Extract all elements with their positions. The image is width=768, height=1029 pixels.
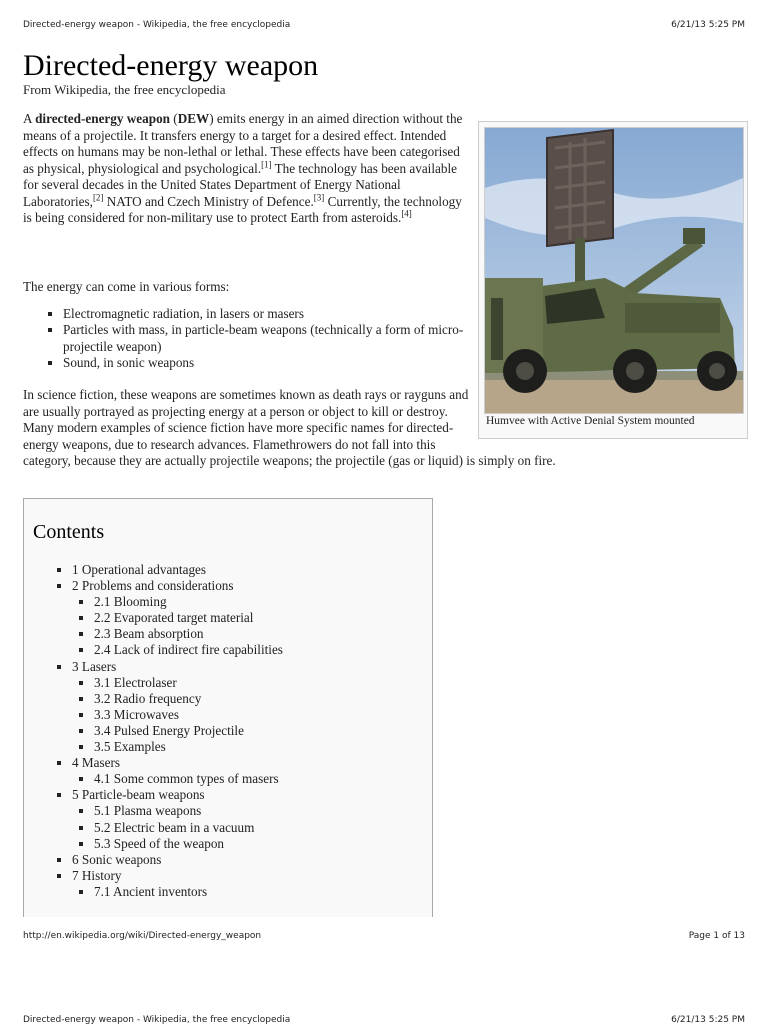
- toc-item[interactable]: [72, 578, 422, 658]
- list-item: ▪ Particles with mass, in particle-beam weapons (technically a form of micro-projectile weapon): [63, 322, 503, 355]
- toc-sublist: [72, 884, 422, 900]
- toc-item[interactable]: [72, 755, 422, 787]
- toc-subitem[interactable]: ▪ 2.1 Blooming: [94, 594, 422, 610]
- humvee-photo[interactable]: [484, 127, 744, 414]
- lead-paragraph: [23, 111, 463, 227]
- toc-link[interactable]: 2 Problems and considerations: [72, 578, 234, 594]
- toc-link[interactable]: 1 Operational advantages: [72, 562, 207, 577]
- ref-link[interactable]: [1]: [261, 159, 272, 170]
- toc-subitem[interactable]: ▪ 5.2 Electric beam in a vacuum: [94, 820, 422, 836]
- toc-subitem[interactable]: ▪ 3.4 Pulsed Energy Projectile: [94, 723, 422, 739]
- toc-subitem[interactable]: ▪ 3.1 Electrolaser: [94, 675, 422, 691]
- lead-abbr: DEW: [177, 111, 210, 126]
- toc-subitem[interactable]: ▪ 2.2 Evaporated target material: [94, 610, 422, 626]
- toc-subitem[interactable]: ▪ 5.3 Speed of the weapon: [94, 836, 422, 852]
- toc-subitem[interactable]: ▪ 4.1 Some common types of masers: [94, 771, 422, 787]
- toc-item[interactable]: [72, 659, 422, 756]
- toc-sublist: [72, 675, 422, 755]
- toc-subitem[interactable]: ▪ 5.1 Plasma weapons: [94, 803, 422, 819]
- print-footer: [23, 931, 745, 945]
- toc-subitem[interactable]: ▪ 2.4 Lack of indirect fire capabilities: [94, 642, 422, 658]
- toc-subitem[interactable]: ▪ 3.5 Examples: [94, 739, 422, 755]
- toc-link[interactable]: 4 Masers: [72, 755, 120, 771]
- forms-list: [23, 306, 503, 371]
- toc-subitem[interactable]: ▪ 3.2 Radio frequency: [94, 691, 422, 707]
- page-title: Directed-energy weapon: [23, 49, 319, 82]
- image-thumbnail: [478, 121, 748, 439]
- toc-link[interactable]: 3 Lasers: [72, 658, 117, 674]
- ref-link[interactable]: [2]: [92, 192, 104, 203]
- toc-item[interactable]: [72, 868, 422, 900]
- lead-text-3: NATO and Czech Ministry of Defence.: [103, 193, 314, 209]
- toc-subitem[interactable]: ▪ 2.3 Beam absorption: [94, 626, 422, 642]
- page-number: Page 1 of 13: [688, 931, 745, 941]
- next-page-header-title: Directed-energy weapon - Wikipedia, the free encyclopedia: [23, 1015, 291, 1025]
- lead-term: directed-energy weapon: [35, 111, 170, 126]
- image-caption: Humvee with Active Denial System mounted: [486, 415, 695, 427]
- lead-text-a: A: [23, 111, 36, 126]
- forms-intro: The energy can come in various forms:: [23, 279, 230, 294]
- ref-link[interactable]: [4]: [401, 208, 412, 219]
- lead-text-1: ) emits energy in an aimed direction without the means of a projectile. It transfers energy to a target for a desired effect. Intended effects on humans may be non-lethal or lethal. These effects have been categorised as physical, physiological and psychological.: [23, 111, 463, 176]
- toc-title: Contents: [33, 521, 105, 543]
- toc-sublist: [72, 594, 422, 658]
- toc-item[interactable]: [72, 852, 422, 868]
- print-header-datetime: 6/21/13 5:25 PM: [671, 20, 745, 30]
- toc-item[interactable]: [72, 787, 422, 851]
- ref-link[interactable]: [3]: [313, 192, 325, 203]
- table-of-contents: [23, 498, 433, 917]
- lead-text-4: Currently, the technology is being considered for non-military use to protect Earth from asteroids.: [23, 193, 462, 225]
- toc-link[interactable]: 5 Particle-beam weapons: [72, 787, 205, 803]
- list-item: ▪ Sound, in sonic weapons: [63, 355, 503, 371]
- toc-subitem[interactable]: ▪ 7.1 Ancient inventors: [94, 884, 422, 900]
- page-subtitle: From Wikipedia, the free encyclopedia: [23, 82, 226, 97]
- list-item: ▪ Electromagnetic radiation, in lasers or masers: [63, 306, 503, 322]
- toc-item[interactable]: [72, 562, 422, 578]
- toc-link[interactable]: 6 Sonic weapons: [72, 851, 162, 867]
- toc-link[interactable]: 7 History: [72, 867, 122, 883]
- lead-text-open: (: [170, 111, 178, 126]
- toc-sublist: [72, 803, 422, 851]
- toc-sublist: [72, 771, 422, 787]
- scifi-text: In science fiction, these weapons are sometimes known as death rays or rayguns and are usually portrayed as projecting energy at a person or object to kill or destroy. Many modern examples of science fiction have more specific names for directed-energy weapons, due to research advances. Flamethrowers do not fall into this category, because they are actually projectile weapons; the projectile (gas or liquid) is simply on fire.: [23, 387, 556, 468]
- toc-list: [72, 562, 422, 900]
- lead-text-2: The technology has been available for several decades in the United States Department of Energy National Laboratories,: [23, 160, 457, 209]
- print-header-title: Directed-energy weapon - Wikipedia, the free encyclopedia: [23, 20, 291, 30]
- next-page-header-datetime: 6/21/13 5:25 PM: [671, 1015, 745, 1025]
- toc-subitem[interactable]: ▪ 3.3 Microwaves: [94, 707, 422, 723]
- next-page-header: [23, 1015, 745, 1029]
- page-url[interactable]: http://en.wikipedia.org/wiki/Directed-energy_weapon: [23, 931, 262, 941]
- print-header: [23, 20, 745, 34]
